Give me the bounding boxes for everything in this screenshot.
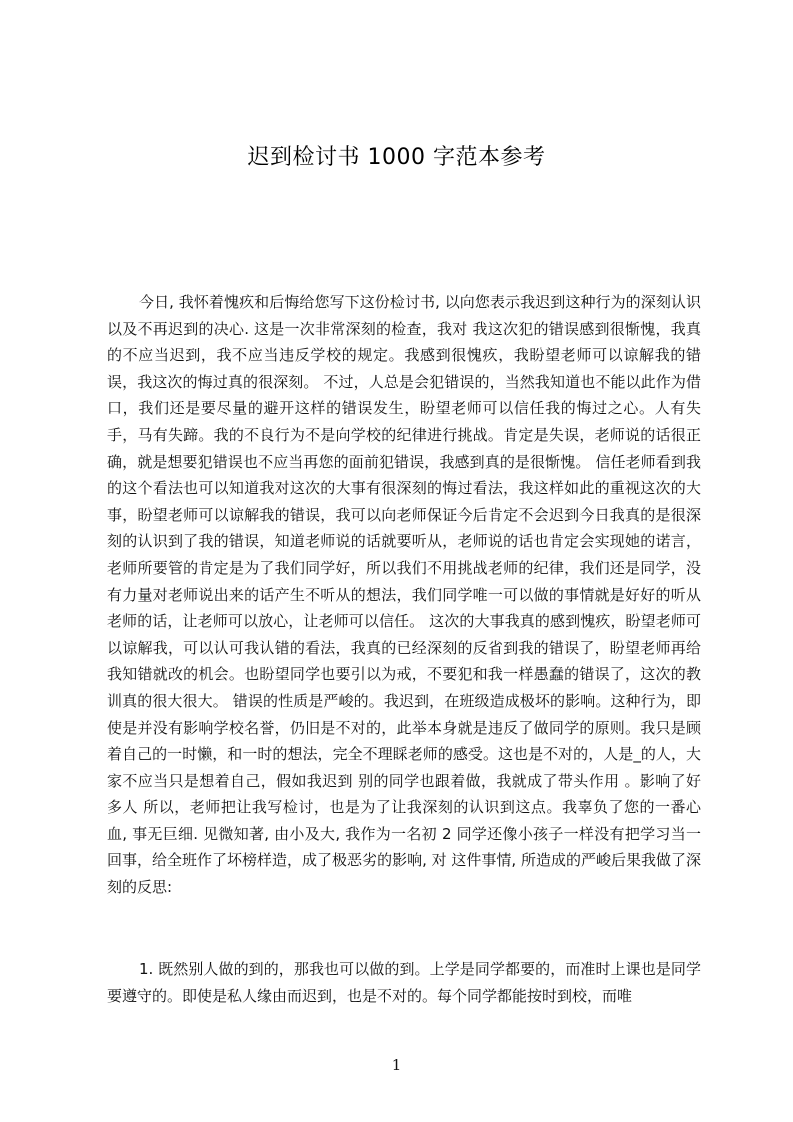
document-title: 迟到检讨书 1000 字范本参考: [247, 145, 546, 170]
paragraph-main: 今日, 我怀着愧疚和后悔给您写下这份检讨书, 以向您表示我迟到这种行为的深刻认识以及不再迟到的决心. 这是一次非常深刻的检查，我对 我这次犯的错误感到很惭愧，我真的不应当迟到，我不应当违反学校的规定。我感到很愧疚，我盼望老师可以谅解我的错误，我这次的悔过真的很深刻。 不过，人总是会犯错误的，当然我知道也不能以此作为借口，我们还是要尽量的避开这样的错误发生，盼望老师可以信任我的悔过之心。人有失手，马有失蹄。我的不良行为不是向学校的纪律进行挑战。肯定是失误，老师说的话很正确，就是想要犯错误也不应当再您的面前犯错误，我感到真的是很惭愧。 信任老师看到我的这个看法也可以知道我对这次的大事有很深刻的悔过看法，我这样如此的重视这次的大事，盼望老师可以谅解我的错误，我可以向老师保证今后肯定不会迟到今日我真的是很深刻的认识到了我的错误，知道老师说的话就要听从，老师说的话也肯定会实现她的诺言，老师所要管的肯定是为了我们同学好，所以我们不用挑战老师的纪律，我们还是同学，没有力量对老师说出来的话产生不听从的想法，我们同学唯一可以做的事情就是好好的听从老师的话，让老师可以放心，让老师可以信任。 这次的大事我真的感到愧疚，盼望老师可以谅解我，可以认可我认错的看法，我真的已经深刻的反省到我的错误了，盼望老师再给我知错就改的机会。也盼望同学也要引以为戒，不要犯和我一样愚蠢的错误了，这次的教训真的很大很大。 错误的性质是严峻的。我迟到，在班级造成极坏的影响。这种行为，即使是并没有影响学校名誉，仍旧是不对的，此举本身就是违反了做同学的原则。我只是顾着自己的一时懒，和一时的想法，完全不理睬老师的感受。这也是不对的，人是_的人，大家不应当只是想着自己，假如我迟到 别的同学也跟着做，我就成了带头作用 。影响了好多人 所以，老师把让我写检讨，也是为了让我深刻的认识到这点。我辜负了您的一番心血, 事无巨细. 见微知著, 由小及大, 我作为一名初 2 同学还像小孩子一样没有把学习当一回事，给全班作了坏榜样造，成了极恶劣的影响, 对 这件事情, 所造成的严峻后果我做了深刻的反思:: [107, 293, 701, 897]
paragraph-numbered-1: 1. 既然别人做的到的，那我也可以做的到。上学是同学都要的，而准时上课也是同学要遵守的。即使是私人缘由而迟到，也是不对的。每个同学都能按时到校，而唯: [107, 960, 701, 1005]
page-number: 1: [391, 1056, 402, 1074]
document-body: [107, 289, 701, 901]
